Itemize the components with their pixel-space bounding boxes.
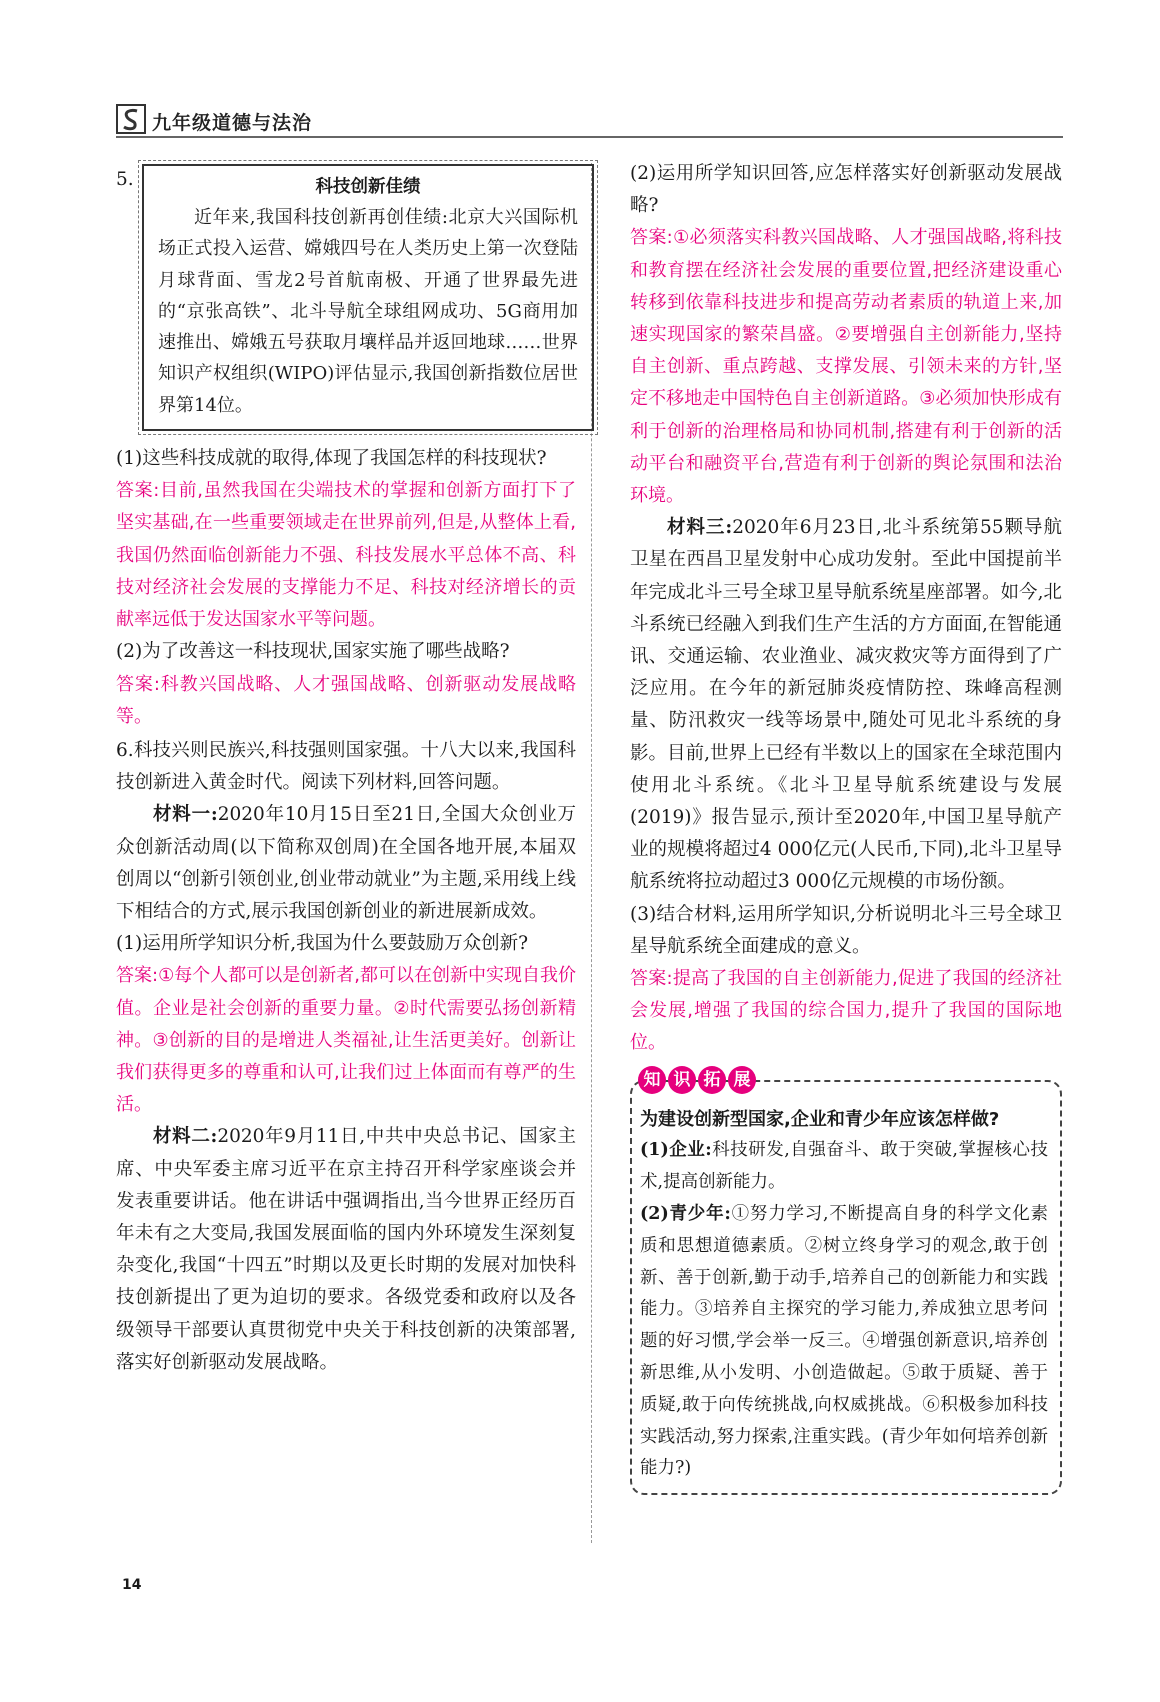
q5-sub2-question: (2)为了改善这一科技现状,国家实施了哪些战略?	[116, 641, 510, 663]
knowledge-extension-box	[630, 1069, 1062, 1496]
frame-title: 科技创新佳绩	[315, 177, 421, 197]
youth-label: (2)青少年:	[640, 1204, 731, 1225]
badge-char: 识	[668, 1066, 696, 1094]
knowledge-badge	[638, 1066, 756, 1094]
enterprise-text: 科技研发,自强奋斗、敢于突破,掌握核心技术,提高创新能力。	[640, 1140, 1049, 1193]
knowledge-enterprise	[640, 1135, 1048, 1199]
material-text: 2020年9月11日,中共中央总书记、国家主席、中央军委主席习近平在京主持召开科学家座谈会并发表重要讲话。他在讲话中强调指出,当今世界正经历百年未有之大变局,我国发展面临的国内外环境发生深刻复杂变化,我国“十四五”时期以及更长时期的发展对加快科技创新提出了更为迫切的要求。各级党委和政府以及各级领导干部要认真贯彻党中央关于科技创新的决策部署,落实好创新驱动发展战略。	[116, 1126, 576, 1373]
q6-sub1-answer: 答案:①每个人都可以是创新者,都可以在创新中实现自我价值。企业是社会创新的重要力量。②时代需要弘扬创新精神。③创新的目的是增进人类福祉,让生活更美好。创新让我们获得更多的尊重和认可,让我们过上体面而有尊严的生活。	[116, 965, 576, 1116]
q6-intro: 6.科技兴则民族兴,科技强则国家强。十八大以来,我国科技创新进入黄金时代。阅读下列材料,回答问题。	[116, 739, 576, 794]
material-frame	[142, 164, 594, 431]
right-column	[630, 158, 1062, 1495]
material-label: 材料二:	[153, 1126, 218, 1148]
knowledge-question: 为建设创新型国家,企业和青少年应该怎样做?	[640, 1108, 1000, 1130]
enterprise-label: (1)企业:	[640, 1140, 712, 1161]
book-title: 九年级道德与法治	[152, 112, 313, 134]
left-column	[116, 164, 576, 1379]
youth-text: ①努力学习,不断提高自身的科学文化素质和思想道德素质。②树立终身学习的观念,敢于创新、善于创新,勤于动手,培养自己的创新能力和实践能力。③培养自主探究的学习能力,养成独立思考问题的好习惯,学会举一反三。④增强创新意识,培养创新思维,从小发明、小创造做起。⑤敢于质疑、善于质疑,敢于向传统挑战,向权威挑战。⑥积极参加科技实践活动,努力探索,注重实践。(青少年如何培养创新能力?)	[640, 1204, 1049, 1479]
q5-sub2-answer: 答案:科教兴国战略、人才强国战略、创新驱动发展战略等。	[116, 673, 576, 727]
q6-sub2-answer: 答案:①必须落实科教兴国战略、人才强国战略,将科技和教育摆在经济社会发展的重要位置,把经济建设重心转移到依靠科技进步和提高劳动者素质的轨道上来,加速实现国家的繁荣昌盛。②要增强自主创新能力,坚持自主创新、重点跨越、支撑发展、引领未来的方针,坚定不移地走中国特色自主创新道路。③必须加快形成有利于创新的治理格局和协同机制,搭建有利于创新的活动平台和融资平台,营造有利于创新的舆论氛围和法治环境。	[630, 227, 1062, 507]
badge-char: 知	[638, 1066, 666, 1094]
publisher-logo-icon	[116, 104, 146, 134]
material-label: 材料三:	[667, 517, 733, 539]
q6-material-2	[116, 1121, 576, 1379]
frame-text: 近年来,我国科技创新再创佳绩:北京大兴国际机场正式投入运营、嫦娥四号在人类历史上第一次登陆月球背面、雪龙2号首航南极、开通了世界最先进的“京张高铁”、北斗导航全球组网成功、5G商用加速推出、嫦娥五号获取月壤样品并返回地球……世界知识产权组织(WIPO)评估显示,我国创新指数位居世界第14位。	[158, 207, 578, 416]
question-5	[116, 164, 576, 431]
q5-sub1-question: (1)这些科技成就的取得,体现了我国怎样的科技现状?	[116, 448, 547, 470]
badge-char: 展	[728, 1066, 756, 1094]
header-divider	[116, 136, 1063, 138]
page-header	[116, 104, 1063, 138]
page-number: 14	[122, 1577, 142, 1593]
material-label: 材料一:	[153, 804, 218, 826]
knowledge-youth	[640, 1199, 1048, 1485]
q5-sub1-answer: 答案:目前,虽然我国在尖端技术的掌握和创新方面打下了坚实基础,在一些重要领域走在世界前列,但是,从整体上看,我国仍然面临创新能力不强、科技发展水平总体不高、科技对经济社会发展的支撑能力不足、科技对经济增长的贡献率远低于发达国家水平等问题。	[116, 480, 576, 631]
q6-material-3	[630, 512, 1062, 898]
q6-sub2-question: (2)运用所学知识回答,应怎样落实好创新驱动发展战略?	[630, 163, 1062, 217]
q6-sub1-question: (1)运用所学知识分析,我国为什么要鼓励万众创新?	[116, 933, 529, 955]
q6-sub3-question: (3)结合材料,运用所学知识,分析说明北斗三号全球卫星导航系统全面建成的意义。	[630, 903, 1062, 957]
material-text: 2020年10月15日至21日,全国大众创业万众创新活动周(以下简称双创周)在全国各地开展,本届双创周以“创新引领创业,创业带动就业”为主题,采用线上线下相结合的方式,展示我国创新创业的新进展新成效。	[116, 804, 576, 922]
material-text: 2020年6月23日,北斗系统第55颗导航卫星在西昌卫星发射中心成功发射。至此中国提前半年完成北斗三号全球卫星导航系统星座部署。如今,北斗系统已经融入到我们生产生活的方方面面,在智能通讯、交通运输、农业渔业、减灾救灾等方面得到了广泛应用。在今年的新冠肺炎疫情防控、珠峰高程测量、防汛救灾一线等场景中,随处可见北斗系统的身影。目前,世界上已经有半数以上的国家在全球范围内使用北斗系统。《北斗卫星导航系统建设与发展(2019)》报告显示,预计至2020年,中国卫星导航产业的规模将超过4 000亿元(人民币,下同),北斗卫星导航系统将拉动超过3 000亿元规模的市场份额。	[630, 517, 1062, 893]
question-number: 5.	[116, 169, 134, 190]
q6-sub3-answer: 答案:提高了我国的自主创新能力,促进了我国的经济社会发展,增强了我国的综合国力,提升了我国的国际地位。	[630, 968, 1062, 1054]
badge-char: 拓	[698, 1066, 726, 1094]
q6-material-1	[116, 799, 576, 928]
